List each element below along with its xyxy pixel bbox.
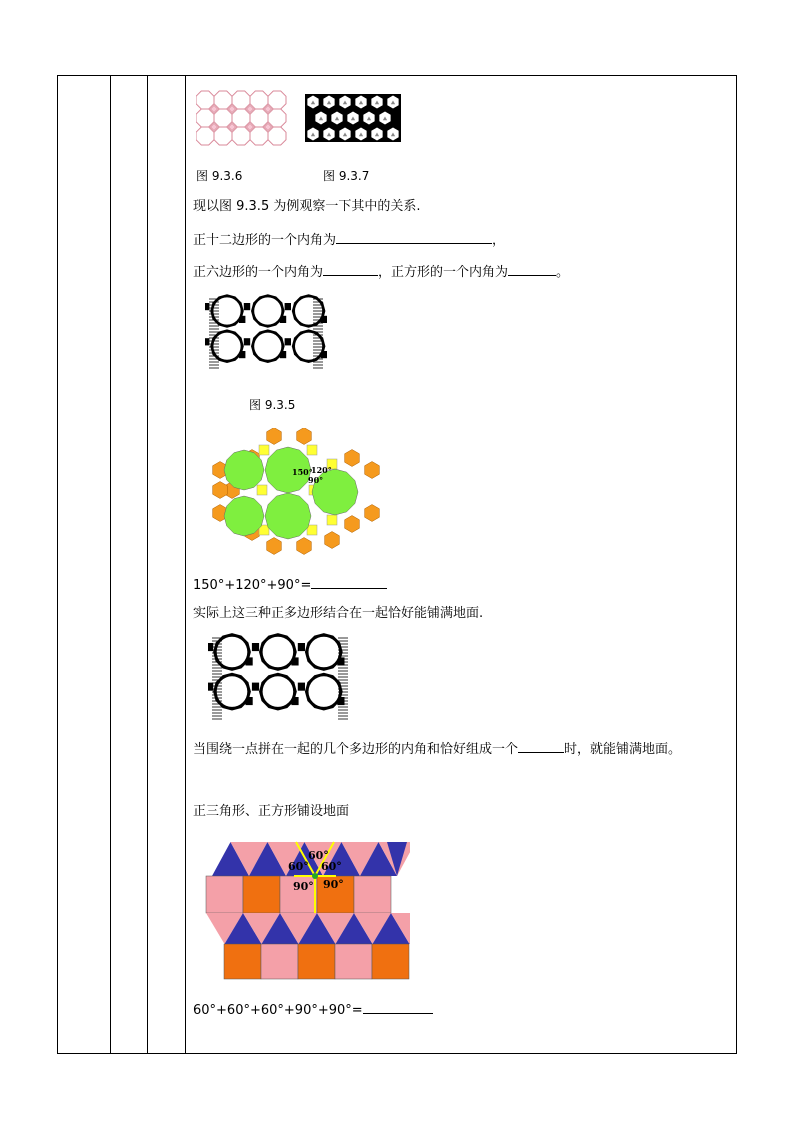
hexagon-tile xyxy=(345,450,360,467)
dodecagon-tile xyxy=(254,297,281,324)
hexagon-tile xyxy=(365,462,380,479)
square-angle-suffix: 。 xyxy=(556,265,570,280)
answer-blank[interactable] xyxy=(518,740,564,753)
square-tile xyxy=(298,944,335,979)
square-tile xyxy=(372,944,409,979)
hexagon-tile xyxy=(365,505,380,522)
condition-line xyxy=(193,740,681,758)
octagon-tile xyxy=(214,109,232,127)
square-tile xyxy=(285,303,291,310)
hexagon-square-angle-line xyxy=(193,263,569,281)
condition-text: 当围绕一点拼在一起的几个多边形的内角和恰好组成一个 xyxy=(193,742,519,757)
angle-label-90: 90° xyxy=(308,475,324,485)
condition-suffix: 时，就能铺满地面。 xyxy=(564,742,682,757)
square-tile xyxy=(205,338,209,345)
sum-equation-2-text: 60°+60°+60°+90°+90°= xyxy=(193,1003,363,1018)
octagon-tile xyxy=(232,91,250,109)
figure-9-3-7 xyxy=(301,90,405,146)
square-tile xyxy=(354,876,391,913)
caption-fig-9-3-5: 图 9.3.5 xyxy=(249,398,296,412)
dodecagon-angle-text: 正十二边形的一个内角为 xyxy=(193,233,337,248)
angle-label-120: 120° xyxy=(311,465,332,475)
square-tile xyxy=(298,683,305,691)
octagon-tile xyxy=(268,109,286,127)
dodecagon-tile xyxy=(309,676,340,707)
dodecagon-tile xyxy=(265,493,311,539)
dodecagon-tile xyxy=(263,637,294,668)
angle-label-150: 150° xyxy=(292,467,313,477)
vertex-dot xyxy=(312,873,318,879)
octagon-tile xyxy=(196,109,214,127)
hexagon-tile xyxy=(213,482,228,499)
square-tile xyxy=(261,944,298,979)
square-tile xyxy=(244,303,250,310)
square-tile xyxy=(205,303,209,310)
octagon-tile xyxy=(214,91,232,109)
answer-blank[interactable] xyxy=(311,576,387,589)
angle-label-60-left: 60° xyxy=(288,860,309,873)
angle-label-90-left: 90° xyxy=(293,880,314,893)
angle-label-60-right: 60° xyxy=(321,860,342,873)
hexagon-tile xyxy=(267,428,282,445)
sum-equation-1 xyxy=(193,576,387,594)
answer-blank[interactable] xyxy=(363,1001,433,1014)
angle-label-60-top: 60° xyxy=(308,849,329,862)
square-angle-text: ，正方形的一个内角为 xyxy=(378,265,509,280)
square-tile xyxy=(327,515,337,525)
hexagon-tile xyxy=(267,538,282,555)
square-tile xyxy=(252,643,259,651)
answer-blank[interactable] xyxy=(336,231,492,244)
hexagon-tile xyxy=(297,428,312,445)
octagon-tile xyxy=(268,127,286,145)
angle-label-90-right: 90° xyxy=(323,878,344,891)
octagon-tile xyxy=(232,127,250,145)
table-column-divider xyxy=(110,75,111,1054)
caption-fig-9-3-6: 图 9.3.6 xyxy=(196,169,243,183)
dodecagon-tile xyxy=(254,333,281,360)
dodecagon-angle-suffix: ， xyxy=(492,233,506,248)
triangle-square-tiling-figure xyxy=(204,840,410,982)
octagon-tile xyxy=(196,91,214,109)
figure-9-3-5 xyxy=(205,293,327,375)
hexagon-tile xyxy=(325,532,340,549)
colored-12-6-4-figure xyxy=(202,428,388,558)
square-tile xyxy=(206,876,243,913)
caption-fig-9-3-7: 图 9.3.7 xyxy=(323,169,370,183)
table-column-divider xyxy=(147,75,148,1054)
square-tile xyxy=(224,944,261,979)
octagon-tile xyxy=(250,109,268,127)
octagon-tile xyxy=(268,91,286,109)
figure-9-3-5-large xyxy=(208,632,352,724)
square-tile xyxy=(257,485,267,495)
square-tile xyxy=(243,876,280,913)
sum-equation-2 xyxy=(193,1001,433,1019)
hexagon-angle-text: 正六边形的一个内角为 xyxy=(193,265,324,280)
square-tile xyxy=(244,338,250,345)
dodecagon-angle-line xyxy=(193,231,505,249)
answer-blank[interactable] xyxy=(508,263,556,276)
answer-blank[interactable] xyxy=(323,263,378,276)
figure-9-3-6 xyxy=(196,90,288,146)
square-tile xyxy=(285,338,291,345)
square-tile xyxy=(298,643,305,651)
dodecagon-tile xyxy=(263,676,294,707)
combined-line: 实际上这三种正多边形结合在一起恰好能铺满地面. xyxy=(193,606,484,621)
square-tile xyxy=(335,944,372,979)
square-tile xyxy=(307,445,317,455)
hexagon-tile xyxy=(297,538,312,555)
observe-line: 现以图 9.3.5 为例观察一下其中的关系. xyxy=(193,199,421,214)
octagon-tile xyxy=(232,109,250,127)
dodecagon-tile xyxy=(309,637,340,668)
hexagon-tile xyxy=(345,516,360,533)
dodecagon-tile xyxy=(217,676,248,707)
octagon-tile xyxy=(250,127,268,145)
square-tile xyxy=(259,445,269,455)
square-tile xyxy=(307,525,317,535)
square-tile xyxy=(252,683,259,691)
octagon-tile xyxy=(250,91,268,109)
section-title: 正三角形、正方形铺设地面 xyxy=(193,804,350,819)
square-tile xyxy=(208,683,213,691)
octagon-tile xyxy=(214,127,232,145)
table-column-divider xyxy=(185,75,186,1054)
sum-equation-1-text: 150°+120°+90°= xyxy=(193,578,312,593)
octagon-tile xyxy=(196,127,214,145)
